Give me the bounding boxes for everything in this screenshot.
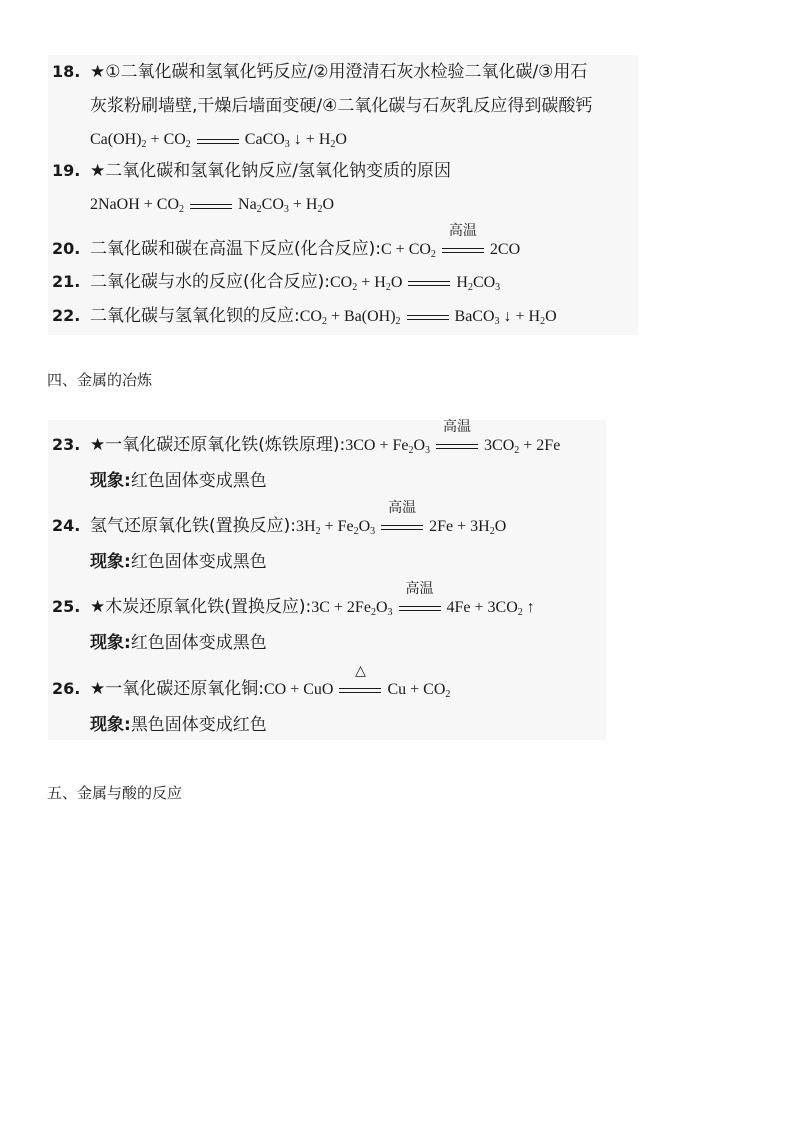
item-line bbox=[90, 304, 557, 329]
section-heading: 四、金属的冶炼 bbox=[47, 371, 153, 389]
item-text: ★一氧化碳还原氧化铜: bbox=[90, 679, 264, 699]
equation bbox=[311, 581, 535, 618]
subscript: 3 bbox=[370, 526, 376, 537]
reaction-condition: 高温 bbox=[448, 223, 477, 239]
item-number: 25. bbox=[52, 597, 81, 616]
equation bbox=[300, 308, 557, 325]
subscript: 2 bbox=[185, 139, 191, 150]
subscript: 2 bbox=[514, 445, 520, 456]
item-text: ★①二氧化碳和氢氧化钙反应/②用澄清石灰水检验二氧化碳/③用石 bbox=[90, 62, 588, 82]
equation bbox=[345, 419, 561, 456]
item-number: 22. bbox=[52, 306, 81, 325]
formula-text: + 2Fe bbox=[519, 437, 561, 454]
subscript: 3 bbox=[494, 316, 500, 327]
reaction-condition: 高温 bbox=[405, 581, 434, 597]
formula-text: 3H bbox=[296, 518, 316, 535]
formula-text: Na bbox=[238, 196, 257, 213]
formula-text: O bbox=[413, 437, 426, 454]
subscript: 3 bbox=[387, 607, 393, 618]
observation bbox=[90, 713, 267, 737]
item-text: 二氧化碳和碳在高温下反应(化合反应): bbox=[90, 239, 381, 259]
formula-text: ↓ + H bbox=[499, 308, 541, 325]
formula-text: + CO bbox=[146, 131, 186, 148]
reaction-equals-sign bbox=[397, 581, 443, 619]
formula-text: CO + CuO bbox=[263, 681, 334, 698]
reaction-equals-sign bbox=[195, 128, 241, 152]
formula-text: CO bbox=[261, 196, 284, 213]
observation-label: 现象: bbox=[90, 633, 131, 653]
observation-label: 现象: bbox=[90, 471, 131, 491]
subscript: 2 bbox=[179, 204, 185, 215]
observation-text: 红色固体变成黑色 bbox=[130, 471, 267, 491]
item-line bbox=[90, 419, 561, 458]
reaction-equals-sign bbox=[337, 663, 383, 701]
formula-text: C + CO bbox=[381, 241, 431, 258]
formula-text: 3CO + Fe bbox=[345, 437, 409, 454]
item-text: 灰浆粉刷墙壁,干燥后墙面变硬/④二氧化碳与石灰乳反应得到碳酸钙 bbox=[90, 96, 593, 116]
formula-text: H bbox=[456, 274, 468, 291]
subscript: 2 bbox=[141, 139, 147, 150]
formula-text: O bbox=[358, 518, 371, 535]
formula-text: BaCO bbox=[454, 308, 495, 325]
formula-text: 3C + 2Fe bbox=[311, 599, 371, 616]
item-line bbox=[90, 223, 521, 262]
subscript: 3 bbox=[495, 282, 501, 293]
subscript: 2 bbox=[256, 204, 262, 215]
formula-text: ↑ bbox=[522, 599, 535, 616]
item-text: 二氧化碳与水的反应(化合反应): bbox=[90, 272, 330, 292]
subscript: 2 bbox=[317, 204, 323, 215]
item-line bbox=[90, 270, 500, 295]
subscript: 2 bbox=[430, 249, 436, 260]
equation bbox=[263, 663, 451, 700]
subscript: 2 bbox=[315, 526, 321, 537]
subscript: 2 bbox=[489, 526, 495, 537]
subscript: 2 bbox=[330, 139, 336, 150]
formula-text: O bbox=[390, 274, 403, 291]
formula-text: CaCO bbox=[244, 131, 285, 148]
item-text: ★二氧化碳和氢氧化钠反应/氢氧化钠变质的原因 bbox=[90, 161, 451, 181]
subscript: 2 bbox=[408, 445, 414, 456]
formula-text: ↓ + H bbox=[289, 131, 331, 148]
observation bbox=[90, 550, 267, 574]
formula-text: 2CO bbox=[489, 241, 521, 258]
item-number: 18. bbox=[52, 62, 81, 81]
reaction-equals-sign bbox=[406, 270, 452, 294]
observation-text: 红色固体变成黑色 bbox=[130, 633, 267, 653]
formula-text: O bbox=[494, 518, 507, 535]
subscript: 2 bbox=[540, 316, 546, 327]
reaction-condition: △ bbox=[355, 663, 366, 679]
formula-text: O bbox=[322, 196, 335, 213]
formula-text: + Fe bbox=[320, 518, 354, 535]
formula-text: CO bbox=[472, 274, 496, 291]
formula-text: 4Fe + 3CO bbox=[446, 599, 518, 616]
item-number: 20. bbox=[52, 239, 81, 258]
subscript: 2 bbox=[321, 316, 327, 327]
item-text: ★一氧化碳还原氧化铁(炼铁原理): bbox=[90, 435, 346, 455]
subscript: 3 bbox=[284, 139, 290, 150]
reaction-condition: 高温 bbox=[443, 419, 472, 435]
subscript: 3 bbox=[283, 204, 289, 215]
equation bbox=[296, 500, 507, 537]
formula-text: O bbox=[335, 131, 347, 148]
item-number: 24. bbox=[52, 516, 81, 535]
item-line bbox=[90, 663, 451, 702]
formula-text: CO bbox=[299, 308, 322, 325]
subscript: 2 bbox=[395, 316, 401, 327]
item-text: 氢气还原氧化铁(置换反应): bbox=[90, 516, 296, 536]
subscript: 2 bbox=[445, 689, 451, 700]
equation bbox=[90, 193, 334, 217]
reaction-equals-sign bbox=[434, 419, 480, 457]
observation-label: 现象: bbox=[90, 715, 131, 735]
observation bbox=[90, 469, 267, 493]
reaction-equals-sign bbox=[188, 193, 234, 217]
formula-text: 2Fe + 3H bbox=[429, 518, 490, 535]
formula-text: + Ba(OH) bbox=[326, 308, 396, 325]
formula-text: 3CO bbox=[484, 437, 515, 454]
subscript: 2 bbox=[353, 526, 359, 537]
formula-text: O bbox=[545, 308, 557, 325]
observation-text: 黑色固体变成红色 bbox=[130, 715, 267, 735]
item-line bbox=[90, 581, 535, 620]
formula-text: Ca(OH) bbox=[90, 131, 142, 148]
formula-text: + H bbox=[357, 274, 386, 291]
item-line bbox=[90, 500, 507, 539]
item-number: 21. bbox=[52, 272, 81, 291]
subscript: 2 bbox=[385, 282, 391, 293]
item-text: 二氧化碳与氢氧化钡的反应: bbox=[90, 306, 300, 326]
formula-text: Cu + CO bbox=[387, 681, 446, 698]
observation bbox=[90, 631, 267, 655]
subscript: 2 bbox=[370, 607, 376, 618]
subscript: 2 bbox=[517, 607, 523, 618]
item-number: 26. bbox=[52, 679, 81, 698]
section-heading: 五、金属与酸的反应 bbox=[47, 784, 183, 802]
formula-text: CO bbox=[330, 274, 353, 291]
equation bbox=[381, 223, 521, 260]
subscript: 3 bbox=[425, 445, 431, 456]
reaction-condition: 高温 bbox=[388, 500, 417, 516]
item-number: 23. bbox=[52, 435, 81, 454]
formula-text: + H bbox=[288, 196, 318, 213]
equation bbox=[90, 128, 347, 152]
subscript: 2 bbox=[467, 282, 473, 293]
reaction-equals-sign bbox=[440, 223, 486, 261]
reaction-equals-sign bbox=[405, 304, 451, 328]
formula-text: 2NaOH + CO bbox=[90, 196, 180, 213]
subscript: 2 bbox=[352, 282, 358, 293]
item-number: 19. bbox=[52, 161, 81, 180]
formula-text: O bbox=[375, 599, 388, 616]
equation bbox=[330, 274, 500, 291]
item-text: ★木炭还原氧化铁(置换反应): bbox=[90, 597, 312, 617]
observation-label: 现象: bbox=[90, 552, 131, 572]
reaction-equals-sign bbox=[379, 500, 425, 538]
observation-text: 红色固体变成黑色 bbox=[130, 552, 267, 572]
